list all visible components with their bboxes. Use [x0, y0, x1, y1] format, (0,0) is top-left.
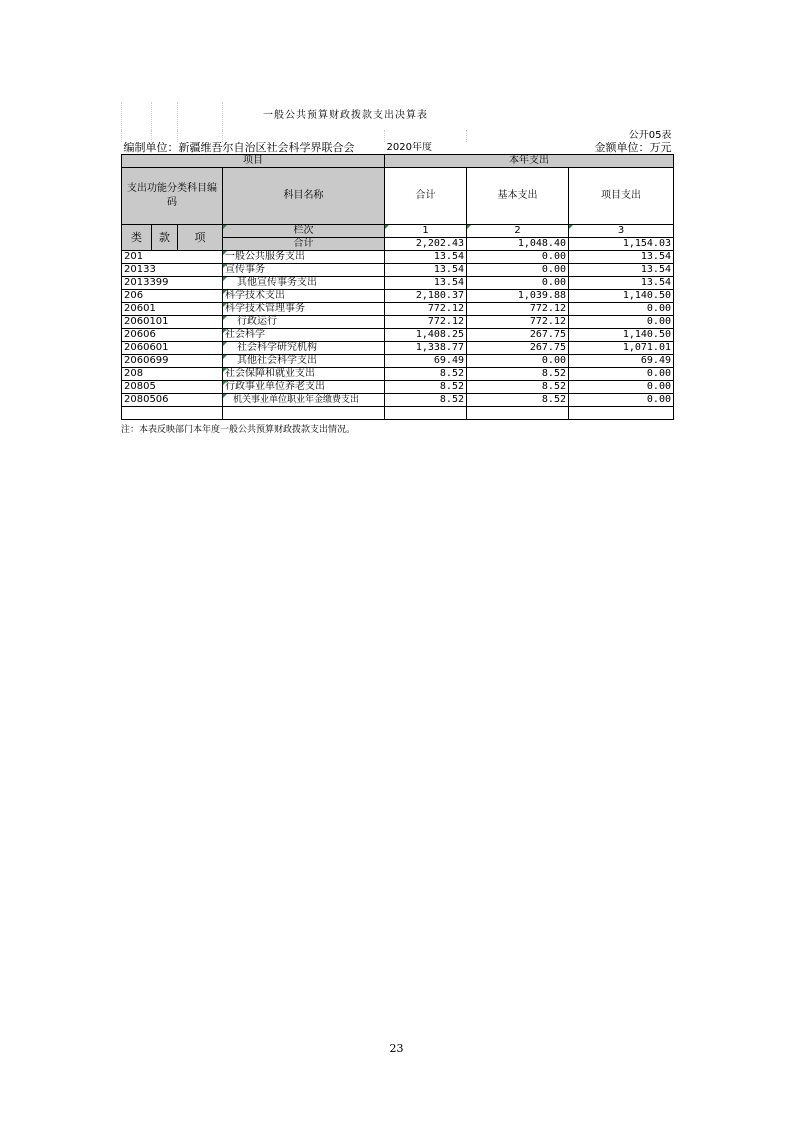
empty-row: [122, 407, 674, 420]
total-value: 13.54: [385, 264, 467, 277]
sum-project: 1,154.03: [569, 238, 674, 251]
total-value: 69.49: [385, 355, 467, 368]
total-value: 8.52: [385, 368, 467, 381]
project-value: 0.00: [569, 316, 674, 329]
basic-value: 8.52: [467, 368, 569, 381]
total-value: 1,408.25: [385, 329, 467, 342]
sum-total: 2,202.43: [385, 238, 467, 251]
year-label: 2020年度: [386, 142, 432, 153]
subject-code: 20601: [122, 303, 223, 316]
lei-header: 类: [122, 225, 152, 251]
empty-cell: [569, 407, 674, 420]
subject-code: 206: [122, 290, 223, 303]
project-value: 13.54: [569, 251, 674, 264]
budget-sheet: [121, 102, 673, 435]
empty-cell: [223, 407, 385, 420]
item-header: 项目: [122, 155, 385, 168]
page-title: 一般公共预算财政拨款支出决算表: [223, 102, 674, 130]
subject-name: 科学技术管理事务: [223, 303, 385, 316]
basic-value: 267.75: [467, 329, 569, 342]
basic-value: 267.75: [467, 342, 569, 355]
subject-name-header: 科目名称: [223, 168, 385, 225]
subject-name: 其他宣传事务支出: [223, 277, 385, 290]
subject-name: 一般公共服务支出: [223, 251, 385, 264]
form-code-row: [122, 130, 674, 142]
form-code: 公开05表: [628, 130, 672, 141]
total-value: 772.12: [385, 316, 467, 329]
col3-label: 3: [569, 225, 674, 238]
subject-name: 社会科学研究机构: [223, 342, 385, 355]
subject-code: 20805: [122, 381, 223, 394]
basic-value: 0.00: [467, 251, 569, 264]
project-value: 0.00: [569, 368, 674, 381]
title-row: [122, 102, 674, 130]
subject-code: 208: [122, 368, 223, 381]
project-value: 1,071.01: [569, 342, 674, 355]
subject-name: 科学技术支出: [223, 290, 385, 303]
header-row-1: [122, 155, 674, 168]
table-row: [122, 277, 674, 290]
basic-value: 1,039.88: [467, 290, 569, 303]
project-value: 69.49: [569, 355, 674, 368]
subject-name: 机关事业单位职业年金缴费支出: [223, 394, 385, 407]
basic-value: 8.52: [467, 381, 569, 394]
unit-label: 编制单位：新疆维吾尔自治区社会科学界联合会: [123, 142, 355, 154]
subject-code: 2060601: [122, 342, 223, 355]
expenditure-table: [121, 102, 674, 420]
total-value: 1,338.77: [385, 342, 467, 355]
subject-name: 其他社会科学支出: [223, 355, 385, 368]
table-row: [122, 381, 674, 394]
amount-unit: 金额单位：万元: [594, 142, 672, 154]
basic-value: 8.52: [467, 394, 569, 407]
empty-cell: [385, 407, 467, 420]
table-row: [122, 264, 674, 277]
subject-code: 2013399: [122, 277, 223, 290]
header-row-3: [122, 225, 674, 238]
table-row: [122, 368, 674, 381]
table-row: [122, 355, 674, 368]
col2-label: 2: [467, 225, 569, 238]
table-row: [122, 394, 674, 407]
project-value: 13.54: [569, 264, 674, 277]
table-row: [122, 329, 674, 342]
sum-label: 合计: [223, 238, 385, 251]
project-value: 1,140.50: [569, 329, 674, 342]
table-row: [122, 251, 674, 264]
subject-code: 20606: [122, 329, 223, 342]
empty-cell: [122, 407, 223, 420]
basic-value: 0.00: [467, 264, 569, 277]
total-value: 13.54: [385, 277, 467, 290]
total-value: 8.52: [385, 381, 467, 394]
project-value: 0.00: [569, 394, 674, 407]
header-row-2: [122, 168, 674, 225]
project-value: 0.00: [569, 381, 674, 394]
total-value: 13.54: [385, 251, 467, 264]
total-value: 8.52: [385, 394, 467, 407]
page-number: 23: [389, 1042, 404, 1055]
subject-name: 社会科学: [223, 329, 385, 342]
kuan-header: 款: [152, 225, 178, 251]
empty-cell: [467, 407, 569, 420]
subject-name: 行政事业单位养老支出: [223, 381, 385, 394]
sum-basic: 1,048.40: [467, 238, 569, 251]
subject-code: 20133: [122, 264, 223, 277]
subject-name: 行政运行: [223, 316, 385, 329]
basic-value: 0.00: [467, 277, 569, 290]
subject-code: 2080506: [122, 394, 223, 407]
subject-name: 社会保障和就业支出: [223, 368, 385, 381]
basic-header: 基本支出: [467, 168, 569, 225]
col1-label: 1: [385, 225, 467, 238]
total-value: 772.12: [385, 303, 467, 316]
column-no-label: 栏次: [223, 225, 385, 238]
table-row: [122, 290, 674, 303]
project-value: 13.54: [569, 277, 674, 290]
subject-code: 2060101: [122, 316, 223, 329]
subject-name: 宣传事务: [223, 264, 385, 277]
basic-value: 772.12: [467, 303, 569, 316]
xiang-header: 项: [178, 225, 223, 251]
total-value: 2,180.37: [385, 290, 467, 303]
project-value: 1,140.50: [569, 290, 674, 303]
unit-row: [122, 142, 674, 155]
project-header: 项目支出: [569, 168, 674, 225]
subject-code: 2060699: [122, 355, 223, 368]
subject-code: 201: [122, 251, 223, 264]
total-header: 合计: [385, 168, 467, 225]
basic-value: 0.00: [467, 355, 569, 368]
current-year-header: 本年支出: [385, 155, 674, 168]
table-row: [122, 316, 674, 329]
func-code-header: 支出功能分类科目编码: [122, 168, 223, 225]
table-note: 注：本表反映部门本年度一般公共预算财政拨款支出情况。: [121, 425, 356, 435]
basic-value: 772.12: [467, 316, 569, 329]
table-row: [122, 342, 674, 355]
project-value: 0.00: [569, 303, 674, 316]
table-row: [122, 303, 674, 316]
